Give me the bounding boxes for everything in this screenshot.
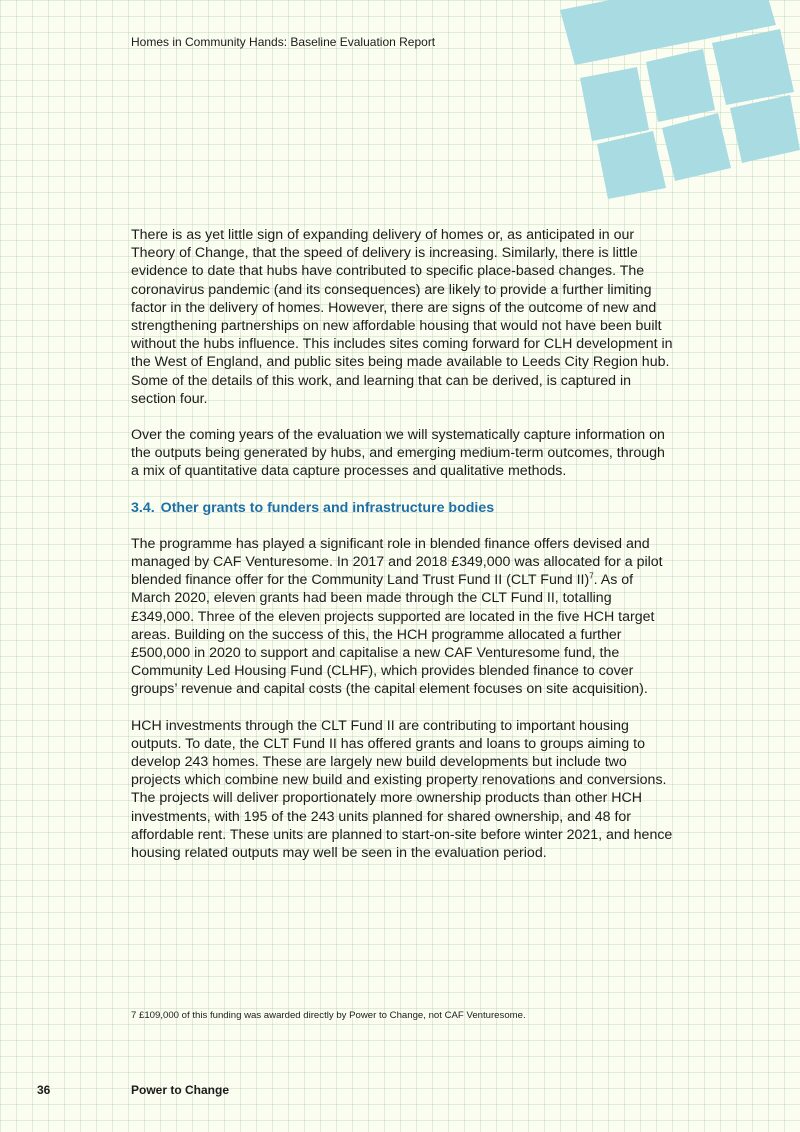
main-content	[131, 226, 676, 880]
paragraph-coming-years: Over the coming years of the evaluation we will systematically capture information on the outputs being generated by hubs, and emerging medium-term outcomes, through a mix of quantitative data capture processes and qualitative methods.	[131, 427, 665, 480]
tile-6	[730, 95, 800, 163]
paragraph-programme-part1: The programme has played a significant role in blended finance offers devised and managed by CAF Venturesome. In 2017 and 2018 £349,000 was allocated for a pilot blended finance offer for the Community Land Trust Fund II (CLT Fund II)	[131, 535, 663, 589]
paragraph-programme	[131, 535, 676, 699]
paragraph-delivery: There is as yet little sign of expanding delivery of homes or, as anticipated in our Theory of Change, that the speed of delivery is increasing. Similarly, there is little evidence to date that hubs have contributed to specific place-based changes. The coronavirus pandemic (and its consequences) are likely to provide a further limiting factor in the delivery of homes. However, there are signs of the outcome of new and strengthening partnerships on new affordable housing that would not have been built without the hubs influence. This includes sites coming forward for CLH development in the West of England, and public sites being made available to Leeds City Region hub. Some of the details of this work, and learning that can be derived, is captured in section four.	[131, 227, 673, 407]
tile-4	[597, 131, 666, 199]
tile-2	[646, 49, 715, 122]
page-number: 36	[37, 1083, 51, 1097]
decorative-tile-grid-icon	[0, 0, 800, 200]
footnote-reference[interactable]: 7	[589, 571, 594, 581]
section-heading	[131, 499, 676, 517]
tile-5	[662, 113, 731, 181]
tile-top-banner	[560, 0, 776, 65]
running-header-title: Homes in Community Hands: Baseline Evaluation Report	[131, 35, 436, 49]
section-number: 3.4.	[131, 499, 155, 516]
section-title: Other grants to funders and infrastructure bodies	[160, 499, 495, 516]
footer-brand: Power to Change	[131, 1083, 230, 1097]
paragraph-investments: HCH investments through the CLT Fund II are contributing to important housing outputs. To date, the CLT Fund II has offered grants and loans to groups aiming to develop 243 homes. These are largely new build developments but include two projects which combine new build and existing property renovations and conversions. The projects will deliver proportionately more ownership products than other HCH investments, with 195 of the 243 units planned for shared ownership, and 48 for affordable rent. These units are planned to start-on-site before winter 2021, and hence housing related outputs may well be seen in the evaluation period.	[131, 717, 673, 862]
footnote: 7 £109,000 of this funding was awarded directly by Power to Change, not CAF Venturesome.	[131, 1010, 526, 1021]
paragraph-programme-part2: . As of March 2020, eleven grants had been made through the CLT Fund II, totalling £349,000. Three of the eleven projects supported are located in the five HCH target areas. Building on the success of this, the HCH programme allocated a further £500,000 in 2020 to support and capitalise a new CAF Venturesome fund, the Community Led Housing Fund (CLHF), which provides blended finance to cover groups’ revenue and capital costs (the capital element focuses on site acquisition).	[131, 572, 655, 698]
tile-3	[712, 29, 794, 105]
tile-1	[580, 67, 649, 141]
